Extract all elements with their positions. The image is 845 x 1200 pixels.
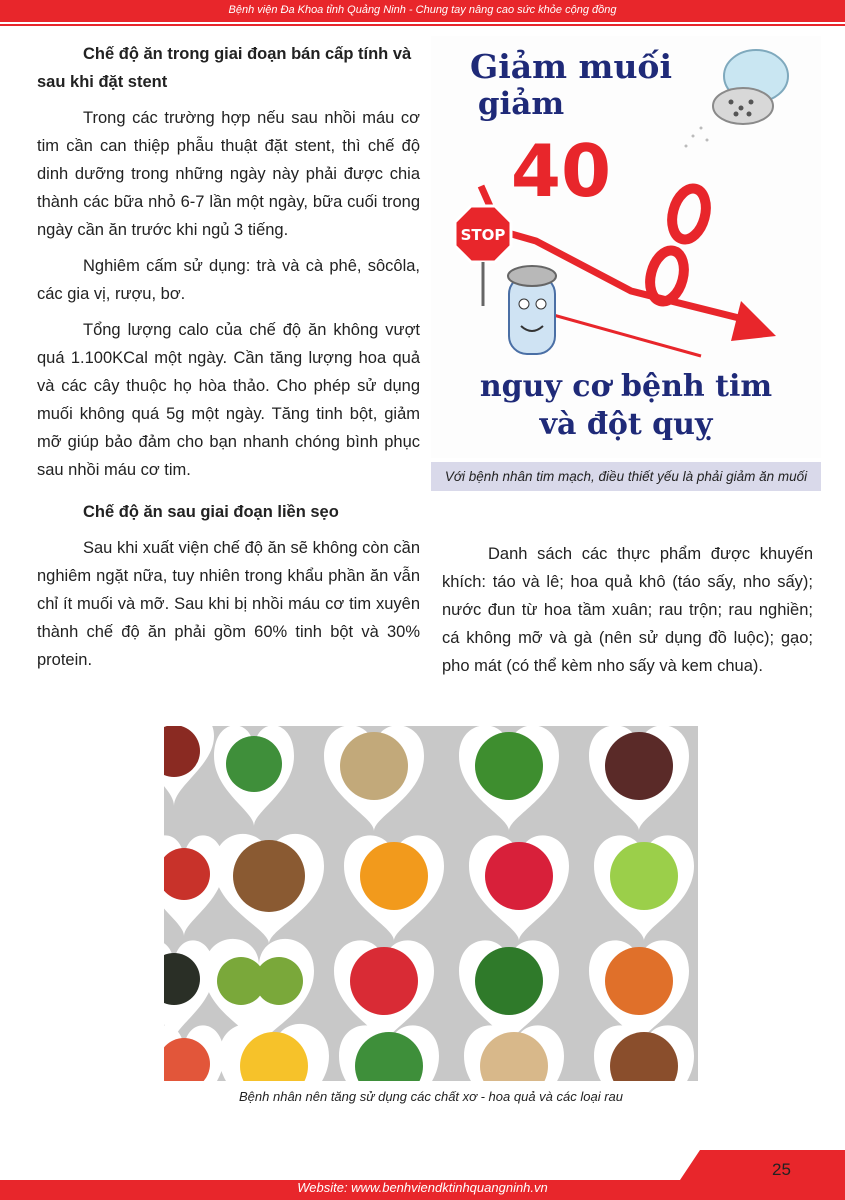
photo-svg	[164, 726, 698, 1081]
page-number: 25	[772, 1160, 791, 1179]
footer-website[interactable]: Website: www.benhviendktinhquangninh.vn	[297, 1180, 548, 1195]
infographic-svg	[431, 36, 821, 458]
infographic-caption: Với bệnh nhân tim mạch, điều thiết yếu là phải giảm ăn muối	[431, 462, 821, 491]
right-column	[442, 540, 813, 680]
salt-shaker-icon	[685, 50, 789, 148]
headline-line3: nguy cơ bệnh tim	[479, 369, 773, 404]
percent-sign-icon	[645, 185, 711, 306]
paragraph-stent: Trong các trường hợp nếu sau nhồi máu cơ tim cần can thiệp phẫu thuật đặt stent, thì chế độ dinh dưỡng trong những ngày này phải được chia thành các bữa nhỏ 6-7 lần một ngày, bữa cuối trong ngày cần ăn trước khi ngủ 3 tiếng.	[37, 109, 420, 239]
headline-line2: giảm	[477, 86, 565, 122]
cartoon-salt-shaker-icon	[508, 266, 556, 354]
paragraph-after-discharge: Sau khi xuất viện chế độ ăn sẽ không còn cần nghiêm ngặt nữa, tuy nhiên trong khẩu phần ăn vẫn chỉ ít muối và mỡ. Sau khi bị nhồi máu cơ tim xuyên thành chế độ ăn phải gồm 60% tinh bột và 30% protein.	[37, 539, 420, 669]
salt-reduction-infographic	[431, 36, 821, 458]
headline-line1: Giảm muối	[470, 47, 672, 86]
paragraph-prohibited: Nghiêm cấm sử dụng: trà và cà phê, sôcôla, các gia vị, rượu, bơ.	[37, 257, 420, 303]
header-text: Bệnh viện Đa Khoa tỉnh Quảng Ninh - Chung tay nâng cao sức khỏe cộng đồng	[228, 4, 617, 16]
stop-sign-text: STOP	[460, 226, 506, 244]
stop-sign-icon	[455, 206, 511, 306]
photo-caption: Bệnh nhân nên tăng sử dụng các chất xơ - hoa quả và các loại rau	[239, 1089, 623, 1104]
heart-bowls-photo	[164, 726, 698, 1081]
paragraph-calories: Tổng lượng calo của chế độ ăn không vượt quá 1.100KCal một ngày. Cần tăng lượng hoa quả và các cây thuộc họ hòa thảo. Cho phép sử dụng muối không quá 5g một ngày. Tăng tinh bột, giảm mỡ giúp bảo đảm cho bạn nhanh chóng bình phục sau nhồi máu cơ tim.	[37, 321, 420, 479]
percent-number: 40	[510, 129, 612, 213]
paragraph-recommended-foods: Danh sách các thực phẩm được khuyến khích: táo và lê; hoa quả khô (táo sấy, nho sấy); nước đun từ hoa tầm xuân; rau trộn; rau nghiền; cá không mỡ và gà (nên sử dụng đồ luộc); gạo; pho mát (có thể kèm nho sấy và kem chua).	[442, 545, 813, 675]
headline-line4: và đột quỵ	[539, 407, 713, 442]
heading-healing: Chế độ ăn sau giai đoạn liền sẹo	[83, 503, 339, 521]
left-column	[37, 40, 420, 674]
header-divider	[0, 24, 845, 26]
heading-subacute: Chế độ ăn trong giai đoạn bán cấp tính và sau khi đặt stent	[37, 45, 412, 91]
